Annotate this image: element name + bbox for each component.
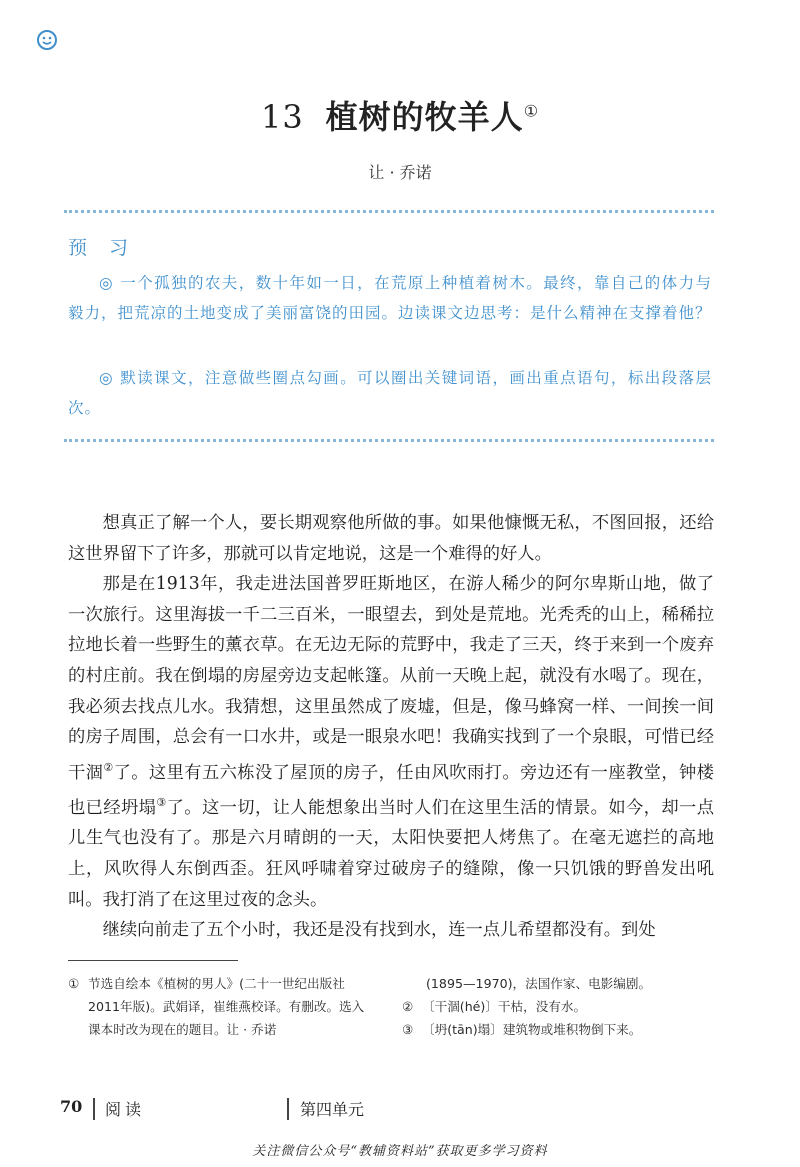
paragraph-2 <box>68 569 714 915</box>
paragraph-2-part-b: 了。这里有五六栋没了屋顶的房子，任由风吹雨打。旁边还有一座教堂，钟楼也已经坍塌 <box>68 762 714 818</box>
footnote-2-text: 〔干涸(hé)〕干枯，没有水。 <box>422 999 587 1014</box>
paragraph-2-part-a: 那是在1913年，我走进法国普罗旺斯地区，在游人稀少的阿尔卑斯山地，做了一次旅行。这里海拔一千二三百米，一眼望去，到处是荒地。光秃秃的山上，稀稀拉拉地长着一些野生的薰衣草。在无边无际的荒野中，我走了三天，终于来到一个废弃的村庄前。我在倒塌的房屋旁边支起帐篷。从前一天晚上起，就没有水喝了。现在，我必须去找点儿水。我猜想，这里虽然成了废墟，但是，像马蜂窝一样、一间挨一间的房子周围，总会有一口水井，或是一眼泉水吧！我确实找到了一个泉眼，可惜已经干涸 <box>68 574 714 783</box>
lesson-title-text: 植树的牧羊人 <box>325 98 524 136</box>
footnote-ref-3: ③ <box>156 796 167 810</box>
footnotes-left <box>68 972 368 1041</box>
preview-item-1: ◎ 一个孤独的农夫，数十年如一日，在荒原上种植着树木。最终，靠自己的体力与毅力，把荒凉的土地变成了美丽富饶的田园。边读课文边思考：是什么精神在支撑着他？ <box>68 274 712 322</box>
dotted-divider-bottom <box>64 439 714 442</box>
paragraph-1: 想真正了解一个人，要长期观察他所做的事。如果他慷慨无私，不图回报，还给这世界留下了许多，那就可以肯定地说，这是一个难得的好人。 <box>68 513 714 564</box>
footer-divider-2 <box>287 1098 289 1120</box>
author: 让 · 乔诺 <box>368 163 432 182</box>
lesson-title <box>0 92 800 138</box>
watermark-text: 关注微信公众号“教辅资料站”获取更多学习资料 <box>252 1144 548 1159</box>
preview-heading: 预 习 <box>68 237 137 259</box>
footer-divider-1 <box>93 1098 95 1120</box>
footnote-ref-2: ② <box>103 760 114 774</box>
main-text <box>68 508 714 946</box>
paragraph-3: 继续向前走了五个小时，我还是没有找到水，连一点儿希望都没有。到处 <box>102 920 656 941</box>
footnote-1-continued: (1895—1970)，法国作家、电影编剧。 <box>426 976 652 991</box>
footnote-1-text: 节选自绘本《植树的男人》(二十一世纪出版社2011年版)。武娟译，崔维燕校译。有删改。选入课本时改为现在的题目。让 · 乔诺 <box>88 976 365 1037</box>
footnote-3-text: 〔坍(tān)塌〕建筑物或堆积物倒下来。 <box>422 1022 642 1037</box>
footnote-rule <box>68 960 238 961</box>
footnotes-right <box>402 972 722 1041</box>
paragraph-2-part-c: 了。这一切，让人能想象出当时人们在这里生活的情景。如今，却一点儿生气也没有了。那是六月晴朗的一天，太阳快要把人烤焦了。在毫无遮拦的高地上，风吹得人东倒西歪。狂风呼啸着穿过破房子的缝隙，像一只饥饿的野兽发出吼叫。我打消了在这里过夜的念头。 <box>68 797 714 910</box>
unit-label: 第四单元 <box>300 1100 365 1119</box>
footnote-3 <box>402 1018 722 1041</box>
dotted-divider-top <box>64 210 714 213</box>
footnote-2 <box>402 995 722 1018</box>
footnote-2-mark: ② <box>402 999 414 1014</box>
page-number: 70 <box>60 1097 83 1116</box>
title-footnote-mark: ① <box>523 101 540 121</box>
footnote-1-mark: ① <box>68 976 80 991</box>
footnote-3-mark: ③ <box>402 1022 414 1037</box>
section-label: 阅读 <box>105 1100 146 1119</box>
lesson-number: 13 <box>260 98 304 136</box>
footnote-1 <box>68 972 368 1041</box>
smiley-icon <box>36 29 58 51</box>
preview-item-2: ◎ 默读课文，注意做些圈点勾画。可以圈出关键词语，画出重点语句，标出段落层次。 <box>68 369 712 417</box>
